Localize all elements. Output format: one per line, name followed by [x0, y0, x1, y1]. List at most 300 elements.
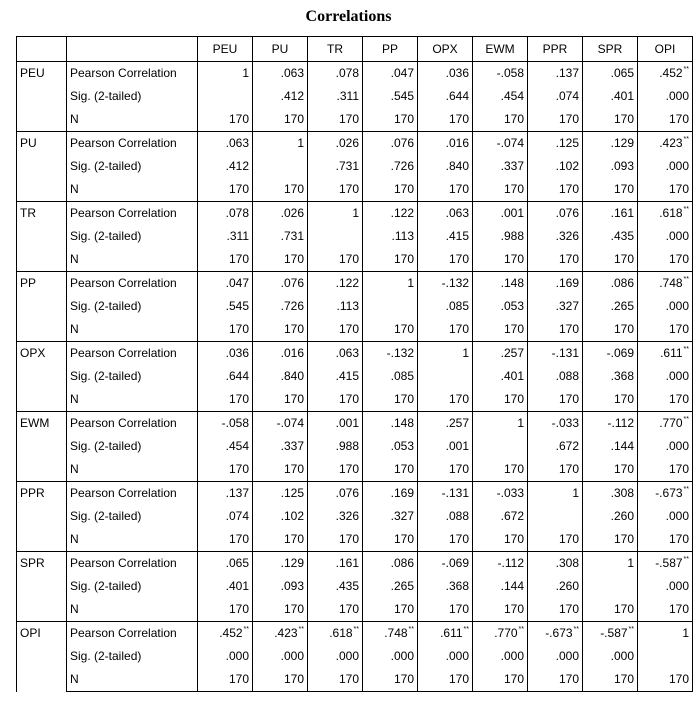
table-row [17, 482, 693, 506]
value-cell: .169 [363, 482, 418, 506]
table-row [17, 645, 693, 668]
value-cell: .053 [363, 435, 418, 458]
value-cell [583, 575, 638, 598]
significance-marker: ** [573, 626, 579, 633]
value-cell: 170 [473, 318, 528, 342]
value-cell: 170 [308, 388, 363, 412]
value-cell: 170 [253, 318, 308, 342]
column-header-ppr: PPR [528, 37, 583, 62]
value-cell: 170 [473, 178, 528, 202]
row-variable-label: EWM [17, 412, 67, 482]
value-cell: .074 [198, 505, 253, 528]
value-cell: 1 [418, 342, 473, 366]
value-cell: .086 [583, 272, 638, 296]
value-cell: .065 [198, 552, 253, 576]
value-cell: .000 [363, 645, 418, 668]
value-cell: .016 [253, 342, 308, 366]
value-cell: 170 [583, 668, 638, 692]
value-cell: .644 [198, 365, 253, 388]
value-cell: .076 [308, 482, 363, 506]
column-header-pp: PP [363, 37, 418, 62]
value-cell: 170 [308, 458, 363, 482]
statistic-label: N [67, 458, 198, 482]
value-cell: 170 [308, 528, 363, 552]
value-cell [473, 435, 528, 458]
value-cell: 170 [583, 108, 638, 132]
value-cell: .311 [308, 85, 363, 108]
table-row [17, 575, 693, 598]
value-cell: .731 [308, 155, 363, 178]
value-cell: -.132 [418, 272, 473, 296]
value-cell: .840 [253, 365, 308, 388]
significance-marker: ** [353, 626, 359, 633]
value-cell: 170 [308, 178, 363, 202]
statistic-label: Sig. (2-tailed) [67, 225, 198, 248]
table-row [17, 248, 693, 272]
value-cell: .415 [418, 225, 473, 248]
value-cell: .000 [638, 365, 693, 388]
statistic-label: Pearson Correlation [67, 202, 198, 226]
value-cell: .129 [253, 552, 308, 576]
value-cell: .368 [418, 575, 473, 598]
row-variable-label: OPI [17, 622, 67, 692]
value-cell: .726 [253, 295, 308, 318]
value-cell: -.058 [473, 62, 528, 86]
value-cell: .047 [198, 272, 253, 296]
value-cell: .074 [528, 85, 583, 108]
row-variable-label: PP [17, 272, 67, 342]
value-cell: .129 [583, 132, 638, 156]
value-cell: .102 [528, 155, 583, 178]
value-cell: 1 [308, 202, 363, 226]
value-cell: 170 [198, 388, 253, 412]
value-cell: -.673** [528, 622, 583, 646]
value-cell: 170 [198, 178, 253, 202]
value-cell [363, 295, 418, 318]
value-cell: .265 [583, 295, 638, 318]
value-cell [308, 225, 363, 248]
value-cell: .611** [418, 622, 473, 646]
value-cell: -.587** [638, 552, 693, 576]
table-row [17, 505, 693, 528]
value-cell: 170 [528, 178, 583, 202]
statistic-label: Pearson Correlation [67, 62, 198, 86]
value-cell: -.074 [253, 412, 308, 436]
value-cell: .026 [253, 202, 308, 226]
value-cell: 170 [253, 458, 308, 482]
value-cell: .065 [583, 62, 638, 86]
value-cell: .125 [528, 132, 583, 156]
table-row [17, 132, 693, 156]
column-header-tr: TR [308, 37, 363, 62]
value-cell: .047 [363, 62, 418, 86]
value-cell: .644 [418, 85, 473, 108]
value-cell: .076 [528, 202, 583, 226]
value-cell [638, 645, 693, 668]
value-cell: .337 [473, 155, 528, 178]
value-cell: .001 [418, 435, 473, 458]
significance-marker: ** [243, 626, 249, 633]
column-header-opx: OPX [418, 37, 473, 62]
value-cell: .326 [528, 225, 583, 248]
statistic-label: Pearson Correlation [67, 482, 198, 506]
value-cell: 170 [473, 458, 528, 482]
value-cell: 170 [363, 248, 418, 272]
row-variable-label: OPX [17, 342, 67, 412]
value-cell: .454 [198, 435, 253, 458]
value-cell: .093 [583, 155, 638, 178]
value-cell: .000 [528, 645, 583, 668]
significance-marker: ** [463, 626, 469, 633]
value-cell: 170 [583, 528, 638, 552]
value-cell: 170 [638, 388, 693, 412]
value-cell: .672 [473, 505, 528, 528]
value-cell: .148 [473, 272, 528, 296]
statistic-label: N [67, 318, 198, 342]
value-cell: .026 [308, 132, 363, 156]
value-cell: 170 [363, 318, 418, 342]
value-cell: 170 [418, 598, 473, 622]
value-cell: 170 [638, 528, 693, 552]
value-cell: .000 [418, 645, 473, 668]
value-cell: 1 [473, 412, 528, 436]
value-cell: 170 [308, 598, 363, 622]
significance-marker: ** [298, 626, 304, 633]
value-cell: .423** [638, 132, 693, 156]
value-cell: 170 [363, 108, 418, 132]
value-cell: 170 [363, 598, 418, 622]
value-cell: 170 [198, 528, 253, 552]
statistic-label: N [67, 668, 198, 692]
value-cell: -.058 [198, 412, 253, 436]
value-cell: .144 [473, 575, 528, 598]
column-header-ewm: EWM [473, 37, 528, 62]
value-cell: -.131 [528, 342, 583, 366]
value-cell: .401 [583, 85, 638, 108]
statistic-label: Pearson Correlation [67, 132, 198, 156]
table-row [17, 435, 693, 458]
value-cell: 170 [638, 108, 693, 132]
table-row [17, 458, 693, 482]
value-cell: 170 [473, 248, 528, 272]
value-cell: .265 [363, 575, 418, 598]
statistic-label: Sig. (2-tailed) [67, 575, 198, 598]
value-cell: 170 [363, 388, 418, 412]
value-cell: -.069 [583, 342, 638, 366]
value-cell: .016 [418, 132, 473, 156]
table-row [17, 62, 693, 86]
value-cell: .000 [638, 85, 693, 108]
value-cell: .085 [418, 295, 473, 318]
value-cell: .137 [528, 62, 583, 86]
value-cell: .000 [473, 645, 528, 668]
value-cell: .308 [528, 552, 583, 576]
value-cell: 170 [198, 248, 253, 272]
value-cell: .078 [308, 62, 363, 86]
value-cell: .988 [473, 225, 528, 248]
value-cell: 170 [198, 318, 253, 342]
value-cell: 170 [638, 248, 693, 272]
value-cell: .078 [198, 202, 253, 226]
value-cell: 170 [638, 178, 693, 202]
value-cell: -.112 [583, 412, 638, 436]
value-cell: -.074 [473, 132, 528, 156]
statistic-label: Sig. (2-tailed) [67, 155, 198, 178]
table-row [17, 85, 693, 108]
value-cell: .122 [308, 272, 363, 296]
table-row [17, 342, 693, 366]
statistic-label: Pearson Correlation [67, 412, 198, 436]
value-cell: 170 [473, 528, 528, 552]
table-title: Correlations [305, 8, 392, 25]
value-cell: 170 [638, 318, 693, 342]
value-cell: 170 [253, 528, 308, 552]
value-cell: 170 [528, 248, 583, 272]
value-cell: .545 [363, 85, 418, 108]
value-cell: .086 [363, 552, 418, 576]
value-cell: 170 [528, 528, 583, 552]
value-cell: .161 [583, 202, 638, 226]
statistic-label: Sig. (2-tailed) [67, 365, 198, 388]
value-cell [418, 365, 473, 388]
value-cell: -.033 [528, 412, 583, 436]
value-cell: .326 [308, 505, 363, 528]
value-cell: .748** [363, 622, 418, 646]
value-cell: 170 [198, 598, 253, 622]
value-cell: 170 [253, 248, 308, 272]
value-cell: .122 [363, 202, 418, 226]
value-cell: .337 [253, 435, 308, 458]
value-cell: 1 [253, 132, 308, 156]
value-cell: .327 [363, 505, 418, 528]
value-cell: .731 [253, 225, 308, 248]
value-cell: .308 [583, 482, 638, 506]
value-cell: .423** [253, 622, 308, 646]
value-cell: .093 [253, 575, 308, 598]
row-variable-label: PEU [17, 62, 67, 132]
value-cell: .327 [528, 295, 583, 318]
value-cell: -.112 [473, 552, 528, 576]
significance-marker: ** [683, 346, 689, 353]
statistic-label: N [67, 528, 198, 552]
statistic-label: Pearson Correlation [67, 342, 198, 366]
value-cell: 170 [308, 248, 363, 272]
value-cell: 170 [418, 178, 473, 202]
value-cell: 1 [363, 272, 418, 296]
value-cell: 170 [253, 668, 308, 692]
table-row [17, 155, 693, 178]
value-cell: .000 [638, 225, 693, 248]
value-cell: 170 [198, 108, 253, 132]
statistic-label: Sig. (2-tailed) [67, 295, 198, 318]
row-variable-label: SPR [17, 552, 67, 622]
value-cell: .257 [473, 342, 528, 366]
value-cell: -.069 [418, 552, 473, 576]
value-cell: 170 [473, 388, 528, 412]
value-cell: 170 [473, 668, 528, 692]
value-cell: .260 [583, 505, 638, 528]
value-cell: 170 [363, 668, 418, 692]
value-cell: 170 [198, 458, 253, 482]
significance-marker: ** [683, 486, 689, 493]
value-cell: .770** [638, 412, 693, 436]
table-row [17, 528, 693, 552]
value-cell: 170 [528, 668, 583, 692]
value-cell: .452** [198, 622, 253, 646]
value-cell: .001 [308, 412, 363, 436]
table-row [17, 295, 693, 318]
value-cell: 170 [418, 248, 473, 272]
value-cell: .000 [253, 645, 308, 668]
value-cell: .257 [418, 412, 473, 436]
value-cell: .988 [308, 435, 363, 458]
value-cell: .161 [308, 552, 363, 576]
value-cell: .000 [308, 645, 363, 668]
value-cell [198, 85, 253, 108]
value-cell: .076 [253, 272, 308, 296]
value-cell: .053 [473, 295, 528, 318]
value-cell: -.587** [583, 622, 638, 646]
value-cell: .412 [198, 155, 253, 178]
significance-marker: ** [408, 626, 414, 633]
significance-marker: ** [683, 276, 689, 283]
value-cell [253, 155, 308, 178]
value-cell: .102 [253, 505, 308, 528]
value-cell: .036 [198, 342, 253, 366]
value-cell: .144 [583, 435, 638, 458]
value-cell: -.033 [473, 482, 528, 506]
row-variable-label: PPR [17, 482, 67, 552]
table-row [17, 365, 693, 388]
table-row [17, 202, 693, 226]
value-cell: .401 [473, 365, 528, 388]
value-cell: .063 [198, 132, 253, 156]
value-cell [528, 505, 583, 528]
value-cell: .000 [583, 645, 638, 668]
significance-marker: ** [628, 626, 634, 633]
row-variable-label: PU [17, 132, 67, 202]
significance-marker: ** [518, 626, 524, 633]
value-cell: .415 [308, 365, 363, 388]
value-cell: 1 [638, 622, 693, 646]
value-cell: .063 [253, 62, 308, 86]
value-cell: .000 [638, 435, 693, 458]
statistic-label: Sig. (2-tailed) [67, 85, 198, 108]
value-cell: 170 [363, 458, 418, 482]
statistic-label: Pearson Correlation [67, 272, 198, 296]
value-cell: .435 [583, 225, 638, 248]
value-cell: 170 [308, 668, 363, 692]
header-row [17, 37, 693, 62]
table-row [17, 622, 693, 646]
value-cell: 170 [583, 178, 638, 202]
value-cell: .672 [528, 435, 583, 458]
value-cell: 170 [473, 108, 528, 132]
value-cell: .748** [638, 272, 693, 296]
column-header-opi: OPI [638, 37, 693, 62]
significance-marker: ** [683, 206, 689, 213]
value-cell: .435 [308, 575, 363, 598]
table-row [17, 388, 693, 412]
value-cell: .148 [363, 412, 418, 436]
correlations-table [16, 36, 693, 692]
value-cell: 170 [363, 528, 418, 552]
value-cell: .000 [638, 575, 693, 598]
table-row [17, 225, 693, 248]
value-cell: 1 [528, 482, 583, 506]
value-cell: -.132 [363, 342, 418, 366]
statistic-label: N [67, 178, 198, 202]
corner-cell [17, 37, 67, 62]
value-cell: 170 [528, 598, 583, 622]
value-cell: .000 [638, 295, 693, 318]
value-cell: 170 [418, 318, 473, 342]
statistic-label: N [67, 108, 198, 132]
table-row [17, 552, 693, 576]
value-cell: 1 [198, 62, 253, 86]
corner-cell [67, 37, 198, 62]
statistic-label: N [67, 598, 198, 622]
value-cell: .137 [198, 482, 253, 506]
statistic-label: Sig. (2-tailed) [67, 505, 198, 528]
table-row [17, 318, 693, 342]
value-cell: .618** [638, 202, 693, 226]
value-cell: 170 [528, 388, 583, 412]
value-cell: .076 [363, 132, 418, 156]
value-cell: 170 [528, 108, 583, 132]
value-cell: 170 [583, 248, 638, 272]
value-cell: 170 [638, 668, 693, 692]
value-cell: 1 [583, 552, 638, 576]
value-cell: .169 [528, 272, 583, 296]
column-header-pu: PU [253, 37, 308, 62]
row-variable-label: TR [17, 202, 67, 272]
statistic-label: Sig. (2-tailed) [67, 435, 198, 458]
value-cell: .260 [528, 575, 583, 598]
value-cell: .088 [528, 365, 583, 388]
value-cell: 170 [253, 388, 308, 412]
value-cell: .454 [473, 85, 528, 108]
statistic-label: N [67, 248, 198, 272]
table-row [17, 598, 693, 622]
value-cell: .611** [638, 342, 693, 366]
value-cell: .618** [308, 622, 363, 646]
value-cell: .452** [638, 62, 693, 86]
table-row [17, 178, 693, 202]
value-cell: 170 [418, 458, 473, 482]
value-cell: .000 [638, 155, 693, 178]
significance-marker: ** [683, 416, 689, 423]
value-cell: 170 [583, 388, 638, 412]
value-cell: 170 [363, 178, 418, 202]
value-cell: .545 [198, 295, 253, 318]
value-cell: .412 [253, 85, 308, 108]
value-cell: 170 [638, 458, 693, 482]
value-cell: .726 [363, 155, 418, 178]
value-cell: .000 [638, 505, 693, 528]
value-cell: 170 [583, 598, 638, 622]
statistic-label: Sig. (2-tailed) [67, 645, 198, 668]
table-row [17, 668, 693, 692]
value-cell: 170 [253, 178, 308, 202]
value-cell: 170 [583, 318, 638, 342]
value-cell: .036 [418, 62, 473, 86]
value-cell: 170 [418, 528, 473, 552]
value-cell: .063 [418, 202, 473, 226]
value-cell: 170 [583, 458, 638, 482]
value-cell: 170 [528, 318, 583, 342]
significance-marker: ** [683, 556, 689, 563]
